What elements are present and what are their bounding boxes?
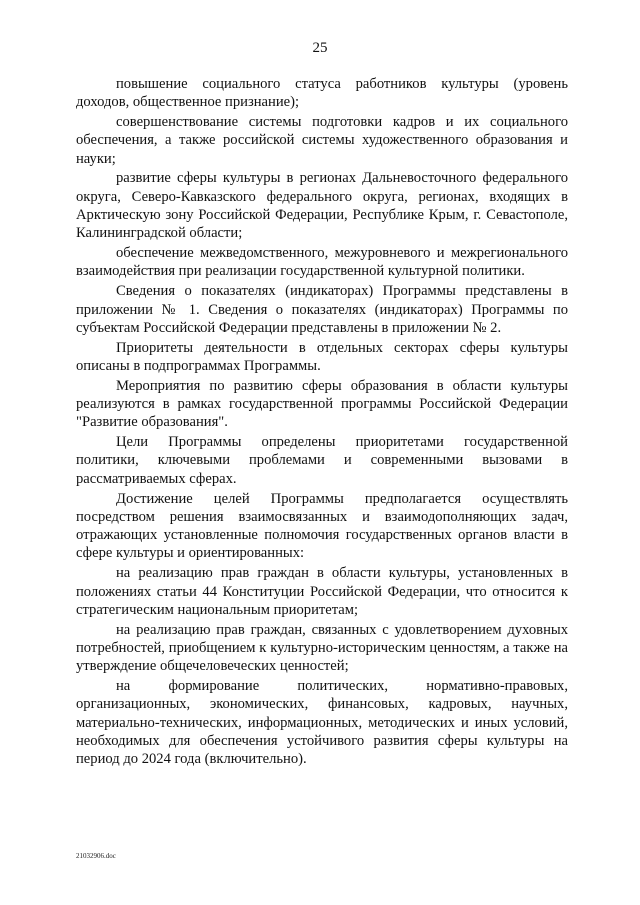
document-body: [76, 75, 568, 770]
paragraph: на формирование политических, нормативно-правовых, организационных, экономических, финансовых, кадровых, научных, материально-технических, информационных, методических и иных условий, необходимых для обеспечения устойчивого развития сферы культуры на период до 2024 года (включительно).: [76, 678, 568, 768]
page-number: 25: [312, 40, 328, 56]
paragraph: на реализацию прав граждан в области культуры, установленных в положениях статьи 44 Конституции Российской Федерации, что относится к стратегическим национальным приоритетам;: [76, 565, 568, 618]
file-reference: 21032906.doc: [76, 852, 116, 860]
paragraph: совершенствование системы подготовки кадров и их социального обеспечения, а также российской системы художественного образования и науки;: [76, 114, 568, 167]
paragraph: повышение социального статуса работников культуры (уровень доходов, общественное признание);: [76, 76, 568, 111]
paragraph: обеспечение межведомственного, межуровневого и межрегионального взаимодействия при реализации государственной культурной политики.: [76, 245, 568, 280]
paragraph: Приоритеты деятельности в отдельных секторах сферы культуры описаны в подпрограммах Программы.: [76, 339, 568, 374]
paragraph: развитие сферы культуры в регионах Дальневосточного федерального округа, Северо-Кавказского федерального округа, регионах, входящих в Арктическую зону Российской Федерации, Республике Крым, г. Севастополе, Калининградской области;: [76, 170, 568, 242]
paragraph: Цели Программы определены приоритетами государственной политики, ключевыми проблемами и современными вызовами в рассматриваемых сферах.: [76, 434, 568, 487]
paragraph: Мероприятия по развитию сферы образования в области культуры реализуются в рамках государственной программы Российской Федерации "Развитие образования".: [76, 377, 568, 431]
paragraph: Достижение целей Программы предполагается осуществлять посредством решения взаимосвязанных и взаимодополняющих задач, отражающих установленные полномочия государственных органов власти в сфере культуры и ориентированных:: [76, 490, 568, 562]
paragraph: Сведения о показателях (индикаторах) Программы представлены в приложении № 1. Сведения о показателях (индикаторах) Программы по субъектам Российской Федерации представлены в приложении № 2.: [76, 283, 568, 336]
paragraph: на реализацию прав граждан, связанных с удовлетворением духовных потребностей, приобщением к культурно-историческим ценностям, а также на утверждение общечеловеческих ценностей;: [76, 621, 568, 675]
